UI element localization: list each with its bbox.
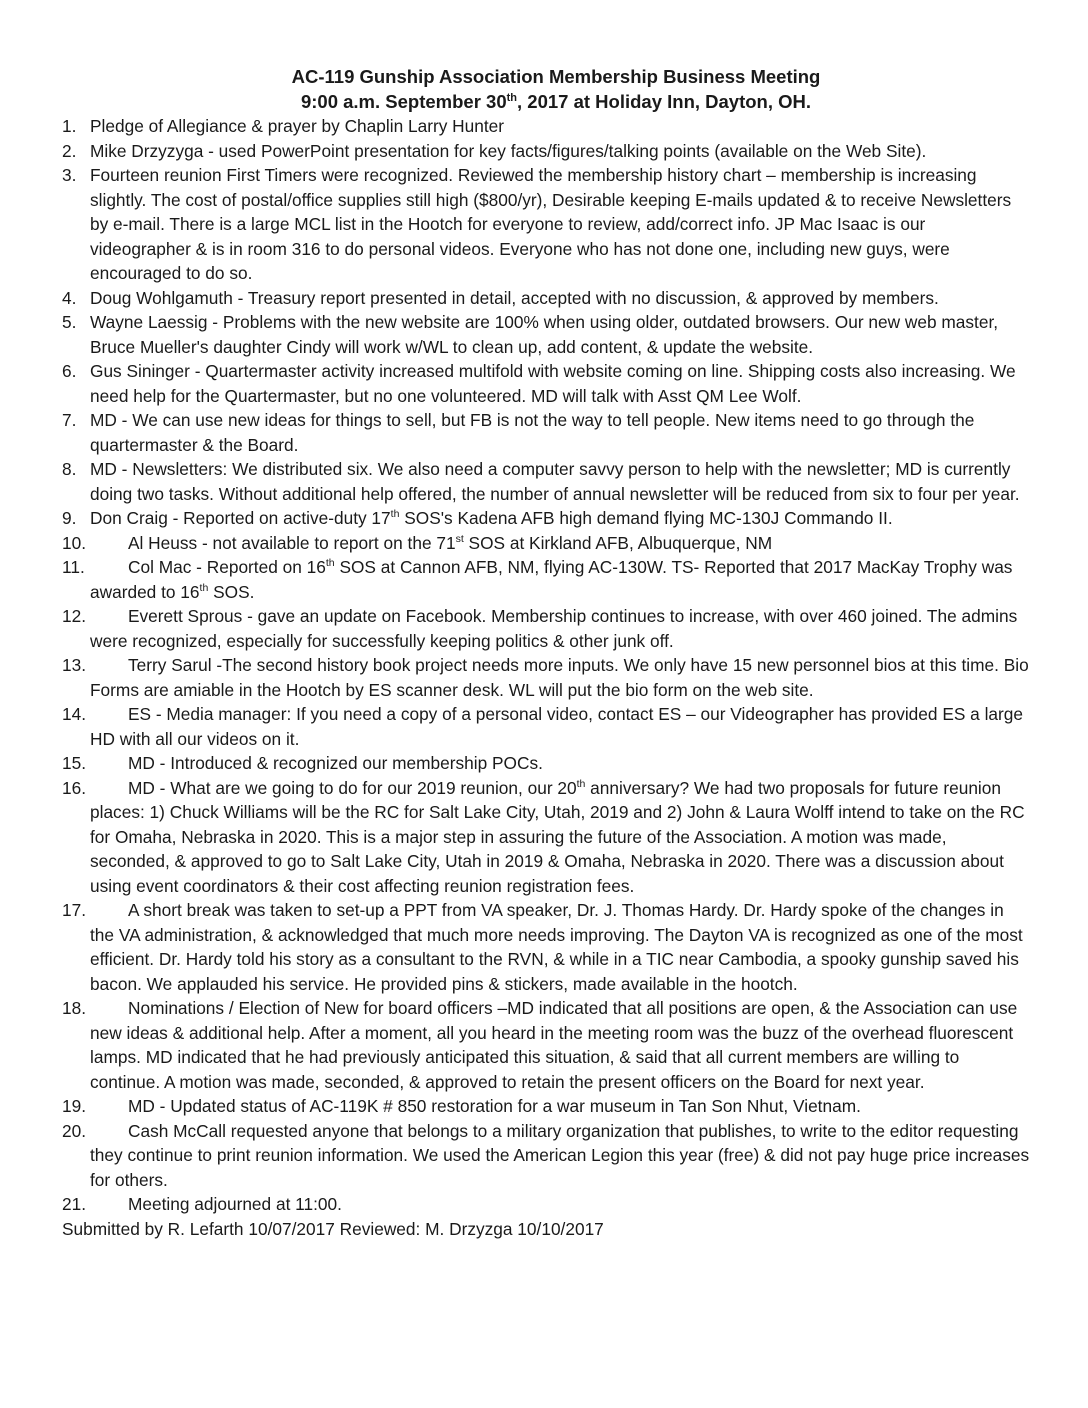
item-text: MD - We can use new ideas for things to sell, but FB is not the way to tell people. New items need to go through the quartermaster & the Board. [90,410,975,455]
agenda-item [62,286,1030,311]
agenda-item [62,898,1030,996]
agenda-item [62,408,1030,457]
agenda-item [62,1094,1030,1119]
item-number: 9. [62,508,77,528]
item-text: Cash McCall requested anyone that belongs to a military organization that publishes, to write to the editor requesting they continue to print reunion information. We used the American Legion this year (free) & did not pay huge price increases for others. [90,1120,1030,1190]
submission-footer: Submitted by R. Lefarth 10/07/2017 Reviewed: M. Drzyzga 10/10/2017 [62,1218,604,1239]
agenda-list [62,114,1030,1217]
agenda-item [62,139,1030,164]
item-number: 7. [62,410,77,430]
item-text: ES - Media manager: If you need a copy of a personal video, contact ES – our Videographer has provided ES a large HD with all our videos on it. [90,704,1024,749]
ordinal-suffix: th [576,777,586,790]
title-ordinal-suffix: th [506,91,518,104]
agenda-item [62,751,1030,776]
item-text: Pledge of Allegiance & prayer by Chaplin Larry Hunter [90,116,505,136]
item-text: Fourteen reunion First Timers were recognized. Reviewed the membership history chart – membership is increasing slightly. The cost of postal/office supplies still high ($800/yr), Desirable keeping E-mails updated & to receive Newsletters by e-mail. There is a large MCL list in the Hootch for everyone to review, add/correct info. JP Mac Isaac is our videographer & is in room 316 to do personal videos. Everyone who has not done one, including new guys, were encouraged to do so. [90,165,1012,283]
item-text: Don Craig - Reported on active-duty 17 [90,508,391,528]
agenda-item [62,457,1030,506]
item-text: MD - Newsletters: We distributed six. We also need a computer savvy person to help with the newsletter; MD is currently doing two tasks. Without additional help offered, the number of annual newsletter will be reduced from six to four per year. [90,459,1020,504]
item-text: Nominations / Election of New for board officers –MD indicated that all positions are open, & the Association can use new ideas & additional help. After a moment, all you heard in the meeting room was the buzz of the overhead fluorescent lamps. MD indicated that he had previously anticipated this situation, & said that all current members are willing to continue. A motion was made, seconded, & approved to retain the present officers on the Board for next year. [90,998,1018,1092]
title-line-2-end: , 2017 at Holiday Inn, Dayton, OH. [517,91,812,112]
ordinal-suffix: th [199,581,209,594]
item-text: Gus Sininger - Quartermaster activity increased multifold with website coming on line. Shipping costs also increasing. We need help for the Quartermaster, but no one volunteered. MD will talk with Asst QM Lee Wolf. [90,361,1016,406]
title-line-1: AC-119 Gunship Association Membership Business Meeting [291,66,821,87]
ordinal-suffix: th [390,508,400,521]
item-text-cont: SOS at Kirkland AFB, Albuquerque, NM [463,532,773,553]
agenda-item [62,310,1030,359]
agenda-item [62,776,1030,899]
item-text: Doug Wohlgamuth - Treasury report presented in detail, accepted with no discussion, & approved by members. [90,287,939,308]
item-text: MD - Updated status of AC-119K # 850 restoration for a war museum in Tan Son Nhut, Vietnam. [128,1096,861,1116]
item-text-cont: SOS. [208,581,255,602]
item-number: 8. [62,459,77,479]
agenda-item [62,555,1030,604]
agenda-item [62,506,1030,531]
item-text: Wayne Laessig - Problems with the new website are 100% when using older, outdated browsers. Our new web master, Bruce Mueller's daughter Cindy will work w/WL to clean up, add content, & update the website. [90,312,999,357]
item-number: 12. [62,606,87,626]
item-number: 5. [62,312,77,332]
item-number: 15. [62,753,87,773]
item-text: Al Heuss - not available to report on the 71 [128,532,456,553]
item-text-cont: SOS's Kadena AFB high demand flying MC-130J Commando II. [399,508,893,528]
item-number: 20. [62,1120,87,1141]
item-text-cont: anniversary? We had two proposals for future reunion places: 1) Chuck Williams will be the RC for Salt Lake City, Utah, 2019 and 2) John & Laura Wolff intend to take on the RC for Omaha, Nebraska in 2020. This is a major step in assuring the future of the Association. A motion was made, seconded, & approved to go to Salt Lake City, Utah in 2019 & Omaha, Nebraska in 2020. There was a discussion about using event coordinators & their cost affecting reunion registration fees. [90,777,1025,896]
agenda-item [62,114,1030,139]
item-text: MD - What are we going to do for our 2019 reunion, our 20 [128,777,577,798]
agenda-item [62,604,1030,653]
title-line-2-start: 9:00 a.m. September 30 [300,91,507,112]
document-page [62,64,1030,1241]
item-number: 17. [62,900,87,920]
item-text: Terry Sarul -The second history book project needs more inputs. We only have 15 new personnel bios at this time. Bio Forms are amiable in the Hootch by ES scanner desk. WL will put the bio form on the web site. [90,655,1029,700]
item-number: 14. [62,704,87,724]
agenda-item [62,163,1030,286]
item-text: Meeting adjourned at 11:00. [128,1194,342,1214]
item-number: 19. [62,1096,87,1116]
ordinal-suffix: th [325,557,335,570]
item-number: 6. [62,361,77,381]
agenda-item [62,702,1030,751]
item-number: 11. [62,557,85,577]
item-number: 13. [62,655,87,675]
agenda-item [62,1192,1030,1217]
item-text: MD - Introduced & recognized our membership POCs. [128,753,543,773]
item-number: 10. [62,532,87,553]
agenda-item [62,996,1030,1094]
item-text: Col Mac - Reported on 16 [128,557,326,577]
item-number: 4. [62,287,77,308]
ordinal-suffix: st [455,532,464,545]
document-title [82,64,1030,114]
item-number: 2. [62,140,77,161]
item-number: 3. [62,165,77,185]
title-line-2 [82,89,1030,114]
agenda-item [62,359,1030,408]
agenda-item [62,653,1030,702]
item-text-cont: SOS at Cannon AFB, NM, flying AC-130W. TS- Reported that 2017 MacKay Trophy was awarded to 16 [90,557,1013,602]
item-number: 1. [62,116,77,136]
item-text: Mike Drzyzyga - used PowerPoint presentation for key facts/figures/talking points (available on the Web Site). [90,140,927,161]
item-number: 18. [62,998,87,1018]
agenda-item [62,531,1030,556]
agenda-item [62,1119,1030,1193]
item-number: 16. [62,777,87,798]
item-text: Everett Sprous - gave an update on Facebook. Membership continues to increase, with over 460 joined. The admins were recognized, especially for successfully keeping politics & other junk off. [90,606,1018,651]
item-number: 21. [62,1194,87,1214]
item-text: A short break was taken to set-up a PPT from VA speaker, Dr. J. Thomas Hardy. Dr. Hardy spoke of the changes in the VA administration, & acknowledged that much more needs improving. The Dayton VA is recognized as one of the most efficient. Dr. Hardy told his story as a consultant to the RVN, & while in a TIC near Cambodia, a spooky gunship saved his bacon. We applauded his service. He provided pins & stickers, made available in the hootch. [90,900,1023,994]
